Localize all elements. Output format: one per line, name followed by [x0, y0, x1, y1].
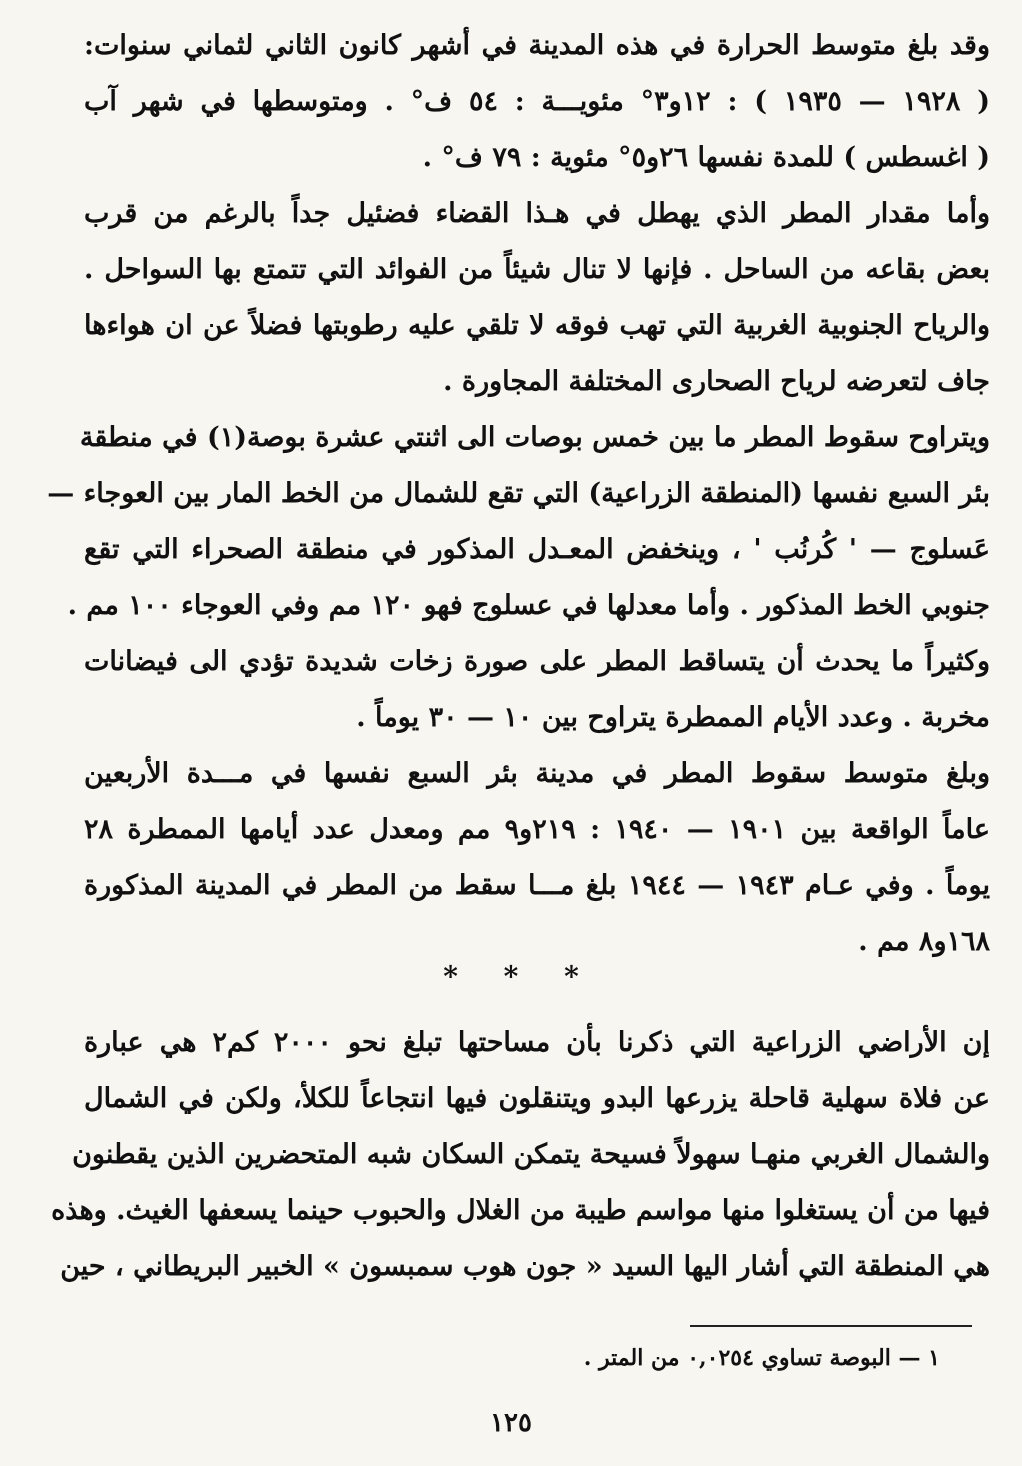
text-line: ويتراوح سقوط المطر ما بين خمس بوصات الى اثنتي عشرة بوصة(١) في منطقة: [79, 422, 990, 453]
footnote: ١ — البوصة تساوي ٠,٠٢٥٤ من المتر .: [583, 1345, 940, 1371]
text-line: بعض بقاعه من الساحل . فإنها لا تنال شيئاً من الفوائد التي تتمتع بها السواحل .: [84, 254, 990, 285]
main-text-top: [47, 18, 991, 970]
text-line: ( اغسطس ) للمدة نفسها ٢٦و٥° مئوية : ٧٩ ف° .: [422, 142, 990, 173]
text-line: والرياح الجنوبية الغربية التي تهب فوقه لا تلقي عليه رطوبتها فضلاً عن ان هواءها: [84, 310, 990, 341]
text-line: وكثيراً ما يحدث أن يتساقط المطر على صورة زخات شديدة تؤدي الى فيضانات: [84, 646, 990, 677]
text-line: وقد بلغ متوسط الحرارة في هذه المدينة في أشهر كانون الثاني لثماني سنوات:: [84, 30, 990, 61]
text-line: عَسلوج — ' كُرنُب ' ، وينخفض المعـدل المذكور في منطقة الصحراء التي تقع: [84, 534, 990, 565]
text-line: بئر السبع نفسها (المنطقة الزراعية) التي تقع للشمال من الخط المار بين العوجاء —: [47, 478, 990, 509]
text-line: يوماً . وفي عـام ١٩٤٣ — ١٩٤٤ بلغ مـــا سقط من المطر في المدينة المذكورة: [84, 870, 990, 901]
page-number: ١٢٥: [490, 1408, 532, 1438]
text-line: والشمال الغربي منهـا سهولاً فسيحة يتمكن السكان شبه المتحضرين الذين يقطنون: [72, 1139, 990, 1170]
text-line: ١٦٨و٨ مم .: [858, 926, 990, 957]
footnote-rule: [690, 1325, 972, 1327]
text-line: عن فلاة سهلية قاحلة يزرعها البدو ويتنقلون فيها انتجاعاً للكلأ، ولكن في الشمال: [84, 1083, 990, 1114]
text-line: إن الأراضي الزراعية التي ذكرنا بأن مساحتها تبلغ نحو ٢٠٠٠ كم٢ هي عبارة: [84, 1027, 990, 1058]
main-text-bottom: [51, 1015, 990, 1295]
text-line: جاف لتعرضه لرياح الصحارى المختلفة المجاورة .: [443, 366, 990, 397]
section-separator: * * *: [443, 960, 597, 993]
text-line: مخربة . وعدد الأيام الممطرة يتراوح بين ١٠ — ٣٠ يوماً .: [356, 702, 990, 733]
text-line: وبلغ متوسط سقوط المطر في مدينة بئر السبع نفسها في مـــدة الأربعين: [84, 758, 990, 789]
text-line: فيها من أن يستغلوا منها مواسم طيبة من الغلال والحبوب حينما يسعفها الغيث. وهذه: [51, 1195, 990, 1226]
text-line: عاماً الواقعة بين ١٩٠١ — ١٩٤٠ : ٢١٩و٩ مم ومعدل عدد أيامها الممطرة ٢٨: [84, 814, 990, 845]
text-line: هي المنطقة التي أشار اليها السيد « جون هوب سمبسون » الخبير البريطاني ، حين: [60, 1251, 990, 1282]
text-line: جنوبي الخط المذكور . وأما معدلها في عسلوج فهو ١٢٠ مم وفي العوجاء ١٠٠ مم .: [67, 590, 990, 621]
text-line: وأما مقدار المطر الذي يهطل في هـذا القضاء فضئيل جداً بالرغم من قرب: [84, 198, 990, 229]
text-line: ( ١٩٢٨ — ١٩٣٥ ) : ١٢و٣° مئويـــة : ٥٤ ف° . ومتوسطها في شهر آب: [84, 86, 991, 117]
